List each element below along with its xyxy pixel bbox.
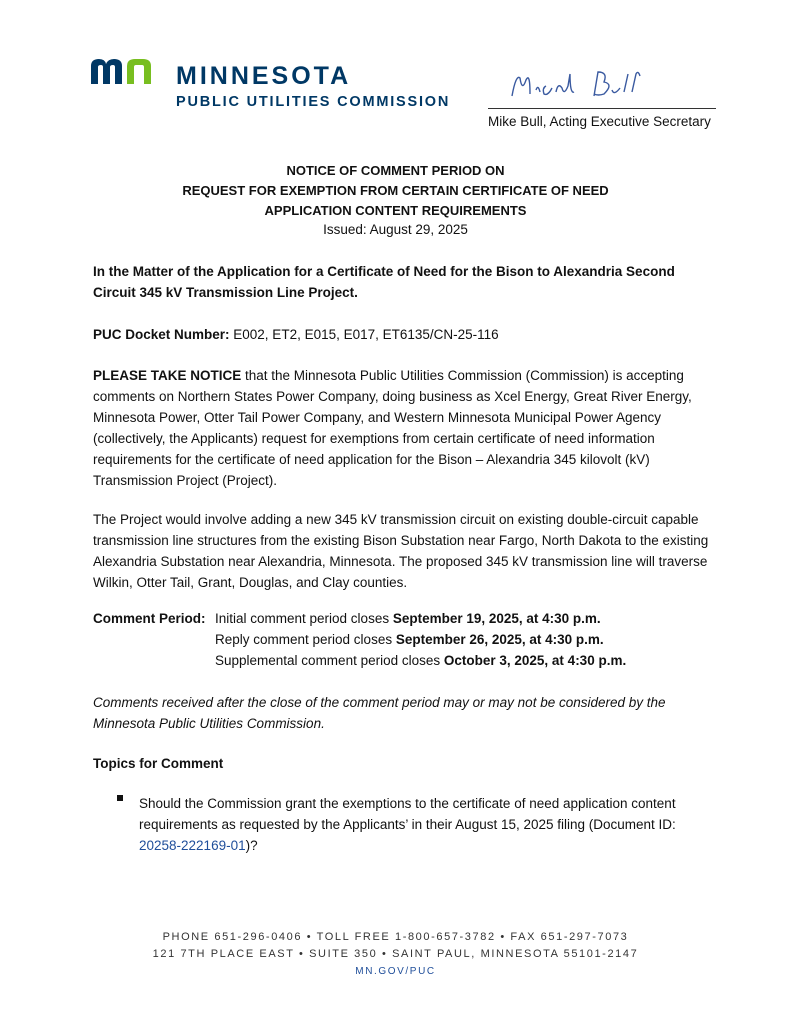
footer-website-link[interactable]: MN.GOV/PUC xyxy=(355,966,436,977)
org-name: MINNESOTA xyxy=(176,62,352,90)
org-subtitle: PUBLIC UTILITIES COMMISSION xyxy=(176,94,451,110)
comment-period-prefix: Supplemental comment period closes xyxy=(215,653,444,668)
footer-address: 121 7TH PLACE EAST • SUITE 350 • SAINT PAUL, MINNESOTA 55101-2147 xyxy=(152,948,639,960)
document-id-link[interactable]: 20258-222169-01 xyxy=(139,838,246,853)
notice-title-line-1: NOTICE OF COMMENT PERIOD ON xyxy=(286,163,505,178)
matter-heading: In the Matter of the Application for a Certificate of Need for the Bison to Alexandria Second Circuit 345 kV Transmission Line Project. xyxy=(93,264,675,300)
notice-lead: PLEASE TAKE NOTICE xyxy=(93,368,242,383)
topics-heading: Topics for Comment xyxy=(93,756,224,771)
issued-date: Issued: August 29, 2025 xyxy=(323,222,468,237)
topic-item xyxy=(139,793,709,856)
late-comments-note: Comments received after the close of the comment period may or may not be considered by the Minnesota Public Utilities Commission. xyxy=(93,695,666,731)
docket-label: PUC Docket Number: xyxy=(93,327,230,342)
notice-paragraph xyxy=(93,365,713,491)
notice-text: that the Minnesota Public Utilities Commission (Commission) is accepting comments on Northern States Power Company, doing business as Xcel Energy, Great River Energy, Minnesota Power, Otter Tail Power Company, and Western Minnesota Municipal Power Agency (collectively, the Applicants) request for exemptions from certain certificate of need information requirements for the certificate of need application for the Bison – Alexandria 345 kilovolt (kV) Transmission Project (Project). xyxy=(93,368,692,488)
comment-period-date: October 3, 2025, at 4:30 p.m. xyxy=(443,653,627,668)
project-paragraph: The Project would involve adding a new 345 kV transmission circuit on existing double-circuit capable transmission line structures from the existing Bison Substation near Fargo, North Dakota to the existing Alexandria Substation near Alexandria, Minnesota. The proposed 345 kV transmission line will traverse Wilkin, Otter Tail, Grant, Douglas, and Clay counties. xyxy=(93,512,709,590)
comment-period-supplemental xyxy=(215,653,626,668)
signature-line xyxy=(488,108,716,109)
notice-title-line-2: REQUEST FOR EXEMPTION FROM CERTAIN CERTIFICATE OF NEED xyxy=(182,183,609,198)
docket-number xyxy=(93,324,713,345)
notice-title-line-3: APPLICATION CONTENT REQUIREMENTS xyxy=(264,203,527,218)
docket-value: E002, ET2, E015, E017, ET6135/CN-25-116 xyxy=(229,327,499,342)
comment-period-prefix: Initial comment period closes xyxy=(215,611,393,626)
comment-period-prefix: Reply comment period closes xyxy=(215,632,396,647)
comment-period-label: Comment Period: xyxy=(93,611,206,626)
comment-period-reply xyxy=(215,632,604,647)
topic-item-text: Should the Commission grant the exemptions to the certificate of need application content requirements as requested by the Applicants’ in their August 15, 2025 filing (Document ID: xyxy=(139,796,676,832)
minnesota-logo-icon xyxy=(89,57,159,85)
footer-contact: PHONE 651-296-0406 • TOLL FREE 1-800-657-3782 • FAX 651-297-7073 xyxy=(162,931,629,943)
comment-period-initial xyxy=(215,611,601,626)
bullet-icon xyxy=(117,795,123,801)
signature-caption: Mike Bull, Acting Executive Secretary xyxy=(488,114,711,129)
comment-period-date: September 19, 2025, at 4:30 p.m. xyxy=(392,611,601,626)
signature-image xyxy=(508,66,658,106)
topic-item-suffix: )? xyxy=(245,838,258,853)
comment-period-date: September 26, 2025, at 4:30 p.m. xyxy=(395,632,604,647)
